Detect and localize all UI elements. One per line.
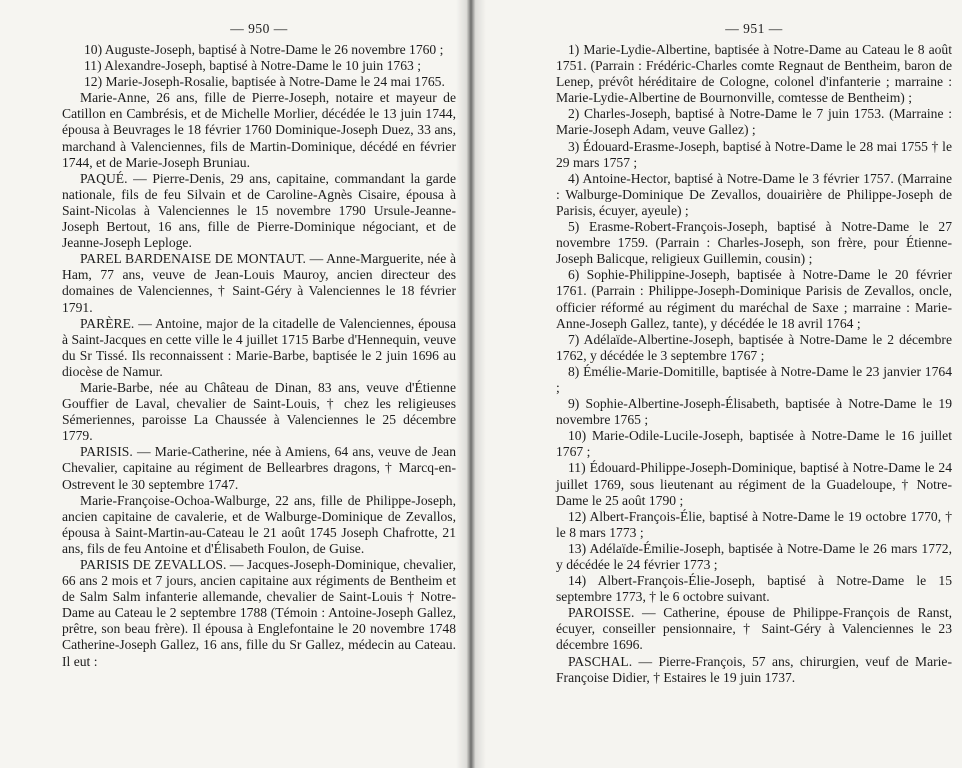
child-entry-6: 6) Sophie-Philippine-Joseph, baptisée à Notre-Dame le 20 février 1761. (Parrain : Philippe-Joseph-Dominique Parisis de Zevallos, oncle, officier réformé au régiment du maréchal de Saxe ; marraine : Marie-Anne-Joseph Gallez, tante), y décédée le 18 avril 1764 ; — [556, 267, 952, 331]
entry-paroisse: PAROISSE. — Catherine, épouse de Philippe-François de Ranst, écuyer, conseiller pensionnaire, † Saint-Géry à Valenciennes le 23 décembre 1696. — [556, 605, 952, 653]
left-page — [0, 0, 470, 768]
child-entry-5: 5) Erasme-Robert-François-Joseph, baptisé à Notre-Dame le 27 novembre 1759. (Parrain : Charles-Joseph, son frère, pour Étienne-Joseph Balicque, religieux Guillemin, cousin) ; — [556, 219, 952, 267]
entry-parisis: PARISIS. — Marie-Catherine, née à Amiens, 64 ans, veuve de Jean Chevalier, capitaine au régiment de Bellearbres dragons, † Marcq-en-Ostrevent le 30 septembre 1747. — [62, 444, 456, 492]
book-gutter — [456, 0, 486, 768]
child-entry-7: 7) Adélaïde-Albertine-Joseph, baptisée à Notre-Dame le 2 décembre 1762, y décédée le 3 septembre 1767 ; — [556, 331, 952, 363]
child-entry-10: 10) Marie-Odile-Lucile-Joseph, baptisée à Notre-Dame le 16 juillet 1767 ; — [556, 428, 952, 460]
right-page — [472, 0, 962, 768]
page-number-right: — 951 — — [725, 21, 783, 36]
entry-parel-bardenaise: PAREL BARDENAISE DE MONTAUT. — Anne-Marguerite, née à Ham, 77 ans, veuve de Jean-Louis Mauroy, ancien directeur des domaines de Valenciennes, † Saint-Géry à Valenciennes le 18 février 1791. — [62, 251, 456, 315]
entry-auguste-joseph: 10) Auguste-Joseph, baptisé à Notre-Dame le 26 novembre 1760 ; — [84, 42, 444, 57]
entry-marie-anne: Marie-Anne, 26 ans, fille de Pierre-Joseph, notaire et mayeur de Catillon en Cambrésis, et de Michelle Morlier, décédée le 13 juin 1744, épousa à Beuvrages le 18 février 1760 Dominique-Joseph Duez, 33 ans, marchand à Valenciennes, fils de Martin-Dominique, décédé en février 1744, et de Marie-Joseph Bruniau. — [62, 90, 456, 170]
entry-marie-barbe: Marie-Barbe, née au Château de Dinan, 83 ans, veuve d'Étienne Gouffier de Laval, chevalier de Saint-Louis, † chez les religieuses Sémeriennes, paroisse La Chaussée à Valenciennes le 25 décembre 1779. — [62, 379, 456, 444]
child-entry-11: 11) Édouard-Philippe-Joseph-Dominique, baptisé à Notre-Dame le 24 juillet 1769, sous lieutenant au régiment de la Guadeloupe, † Notre-Dame le 25 août 1790 ; — [556, 460, 952, 508]
entry-parisis-de-zevallos: PARISIS DE ZEVALLOS. — Jacques-Joseph-Dominique, chevalier, 66 ans 2 mois et 7 jours, ancien capitaine aux régiments de Bentheim et de Salm Salm infanterie allemande, chevalier de Saint-Louis † Notre-Dame au Cateau le 2 septembre 1788 (Témoin : Antoine-Joseph Gallez, prêtre, son beau frère). Il épousa à Englefontaine le 20 novembre 1748 Catherine-Joseph Gallez, 16 ans, fille du Sr Gallez, médecin au Cateau. Il eut : — [62, 557, 456, 669]
child-entry-9: 9) Sophie-Albertine-Joseph-Élisabeth, baptisée à Notre-Dame le 19 novembre 1765 ; — [556, 396, 952, 428]
right-page-text — [556, 42, 952, 686]
child-entry-2: 2) Charles-Joseph, baptisé à Notre-Dame le 7 juin 1753. (Marraine : Marie-Joseph Adam, veuve Gallez) ; — [556, 106, 952, 138]
child-entry-8: 8) Émélie-Marie-Domitille, baptisée à Notre-Dame le 23 janvier 1764 ; — [556, 363, 952, 395]
entry-paque: PAQUÉ. — Pierre-Denis, 29 ans, capitaine, commandant la garde nationale, fils de feu Silvain et de Caroline-Agnès Cisaire, épousa à Saint-Nicolas à Valenciennes le 15 novembre 1790 Ursule-Jeanne-Joseph Bertout, 16 ans, fille de Pierre-Dominique négociant, et de Jeanne-Joseph Leploge. — [62, 170, 456, 251]
entry-paschal: PASCHAL. — Pierre-François, 57 ans, chirurgien, veuf de Marie-Françoise Didier, † Estaires le 19 juin 1737. — [556, 653, 952, 685]
child-entry-4: 4) Antoine-Hector, baptisé à Notre-Dame le 3 février 1757. (Marraine : Walburge-Dominique De Zevallos, douairière de Philippe-Joseph de Parisis, écuyer, ayeule) ; — [556, 170, 952, 218]
left-page-text — [62, 42, 456, 670]
child-entry-1: 1) Marie-Lydie-Albertine, baptisée à Notre-Dame au Cateau le 8 août 1751. (Parrain : Frédéric-Charles comte Regnaut de Bentheim, baron de Lenep, prévôt héréditaire de Cologne, colonel d'infanterie ; marraine : Marie-Lydie-Albertine de Bournonville, comtesse de Bentheim) ; — [556, 42, 952, 106]
child-entry-3: 3) Édouard-Erasme-Joseph, baptisé à Notre-Dame le 28 mai 1755 † le 29 mars 1757 ; — [556, 138, 952, 170]
entry-alexandre-joseph: 11) Alexandre-Joseph, baptisé à Notre-Dame le 10 juin 1763 ; — [84, 58, 421, 74]
child-entry-14: 14) Albert-François-Élie-Joseph, baptisé à Notre-Dame le 15 septembre 1773, † le 6 octobre suivant. — [556, 573, 952, 605]
child-entry-12: 12) Albert-François-Élie, baptisé à Notre-Dame le 19 octobre 1770, † le 8 mars 1773 ; — [556, 508, 952, 540]
entry-marie-joseph-rosalie: 12) Marie-Joseph-Rosalie, baptisée à Notre-Dame le 24 mai 1765. — [84, 74, 445, 90]
page-number-left: — 950 — — [230, 21, 288, 36]
entry-marie-francoise-ochoa: Marie-Françoise-Ochoa-Walburge, 22 ans, fille de Philippe-Joseph, ancien capitaine de cavalerie, et de Walburge-Dominique de Zevallos, épousa à Saint-Martin-au-Cateau le 21 août 1745 Joseph Chafrotte, 21 ans, fils de feu Antoine et d'Élisabeth Foulon, de Guise. — [62, 492, 456, 556]
entry-parere: PARÈRE. — Antoine, major de la citadelle de Valenciennes, épousa à Saint-Jacques en cette ville le 4 juillet 1715 Barbe d'Hennequin, veuve du Sr Tissé. Ils reconnaissent : Marie-Barbe, baptisée le 2 juin 1696 au diocèse de Namur. — [62, 315, 456, 379]
child-entry-13: 13) Adélaïde-Émilie-Joseph, baptisée à Notre-Dame le 26 mars 1772, y décédée le 24 février 1773 ; — [556, 540, 952, 572]
